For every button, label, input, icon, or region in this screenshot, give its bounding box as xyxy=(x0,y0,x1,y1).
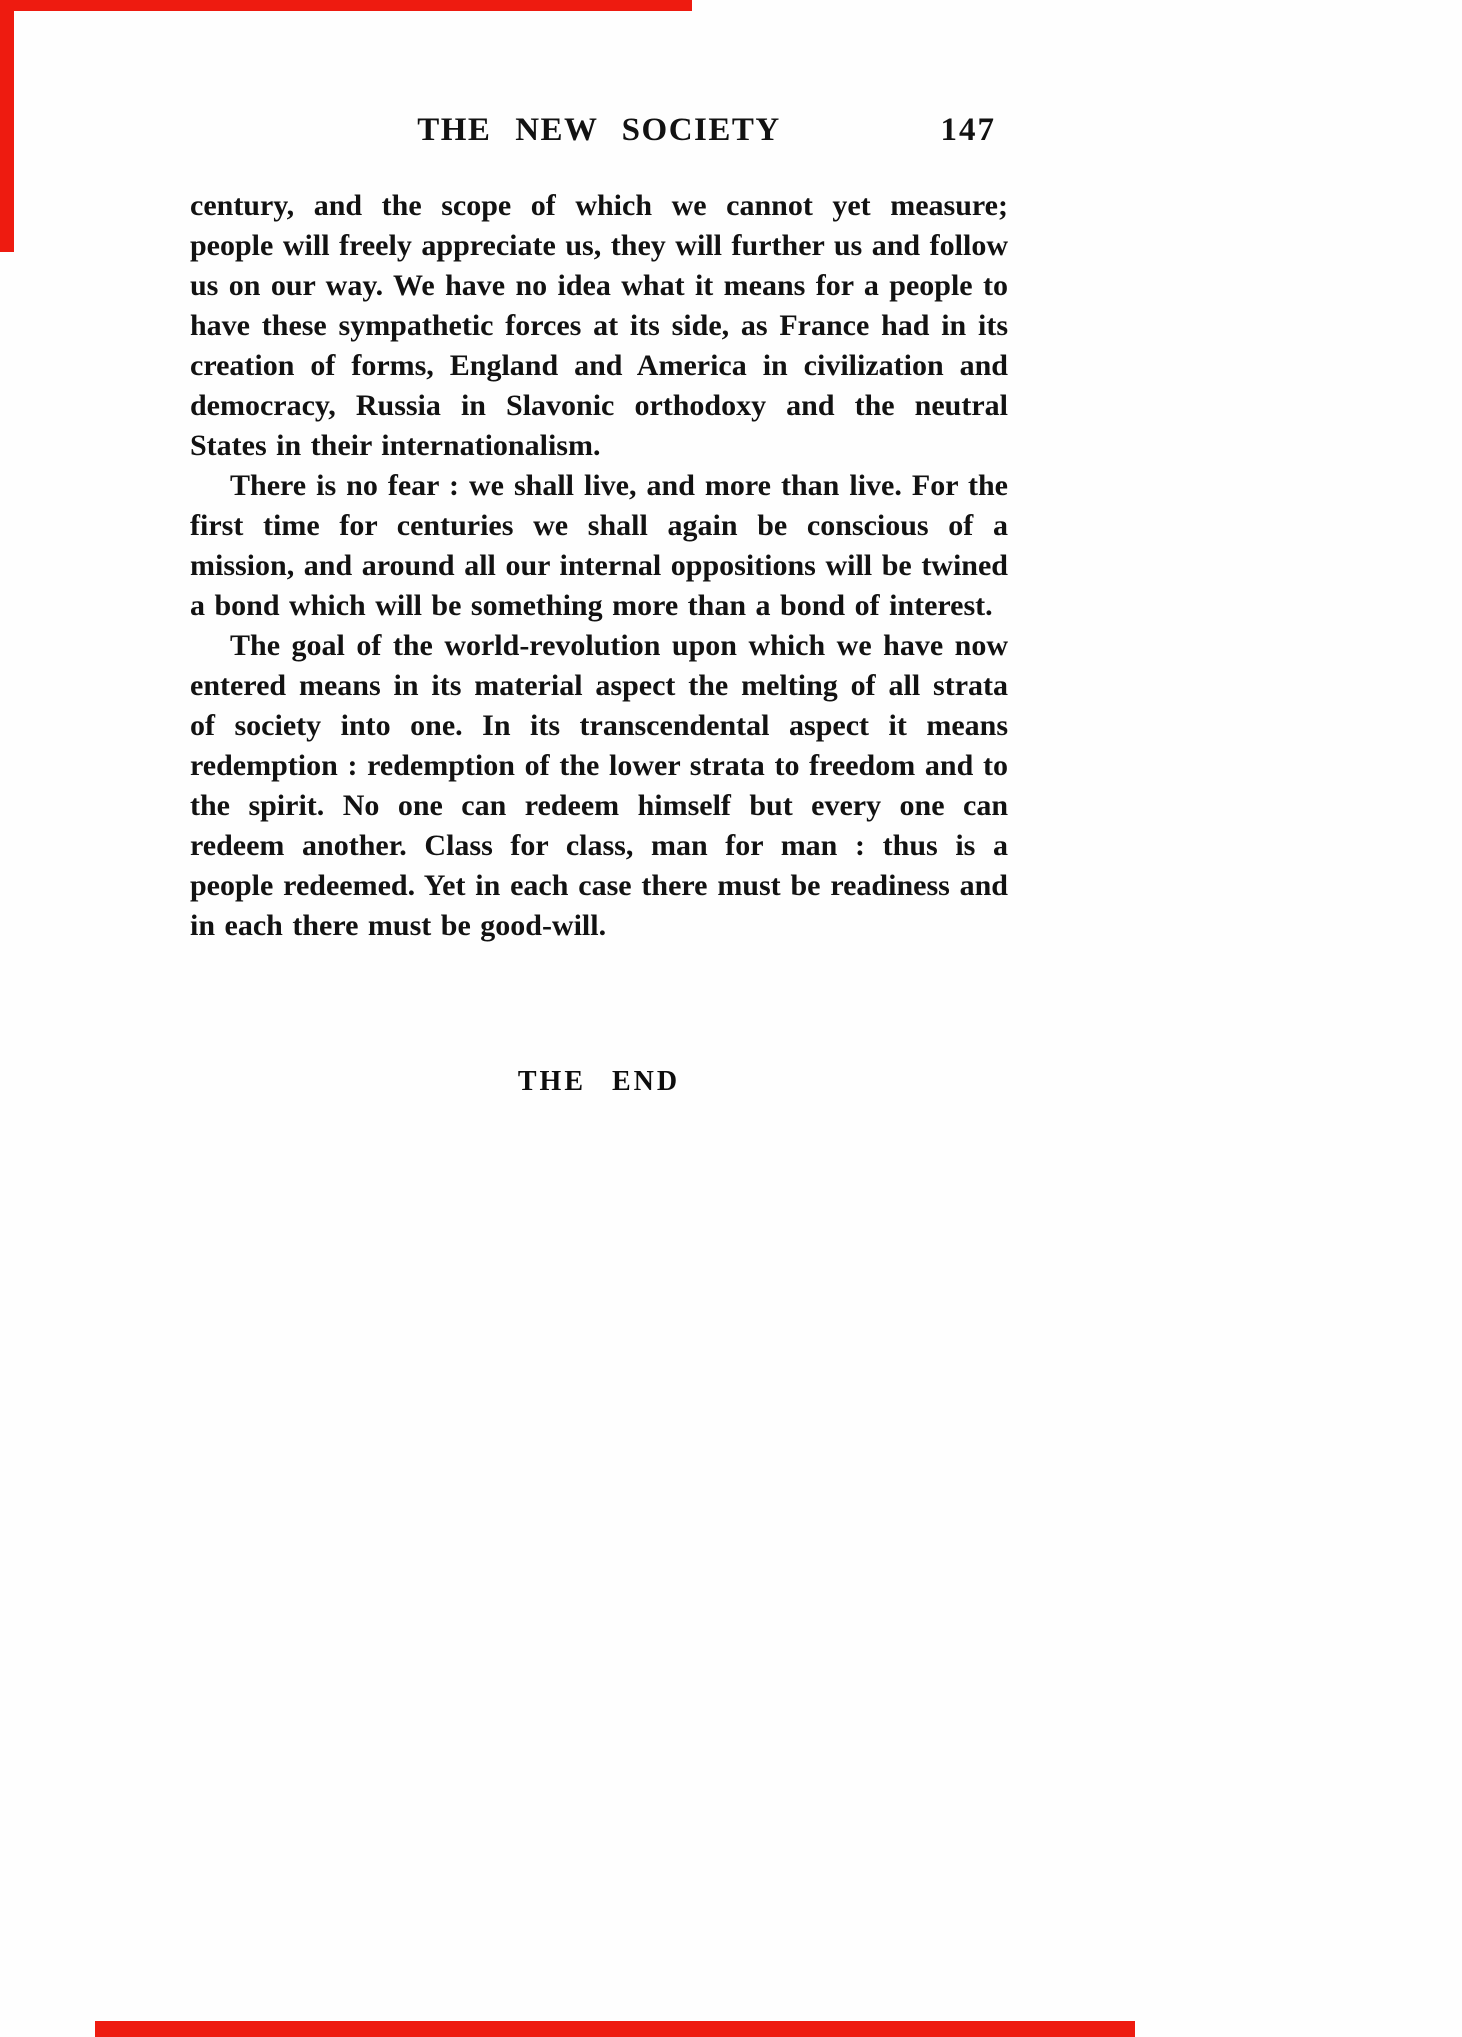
scan-artifact-bottom-edge xyxy=(95,2021,1135,2037)
body-paragraph: There is no fear : we shall live, and more than live. For the first time for centuries we shall again be conscious of a mission, and around all our internal oppositions will be twined a bond which will be something more than a bond of interest. xyxy=(190,469,1008,622)
scan-artifact-left-edge xyxy=(0,0,14,252)
page-header xyxy=(190,112,1008,158)
body-paragraph: century, and the scope of which we cannot yet measure; people will freely appreciate us, they will further us and follow us on our way. We have no idea what it means for a people to have these sympathetic forces at its side, as France had in its creation of forms, England and America in civilization and democracy, Russia in Slavonic orthodoxy and the neutral States in their internationalism. xyxy=(190,189,1008,462)
running-title: THE NEW SOCIETY xyxy=(417,112,781,148)
end-mark: THE END xyxy=(517,1066,681,1097)
body-text xyxy=(190,186,1008,946)
text-block xyxy=(190,112,1008,1098)
body-paragraph: The goal of the world-revolution upon which we have now entered means in its material aspect the melting of all strata of society into one. In its transcendental aspect it means redemption : redemption of the lower strata to freedom and to the spirit. No one can redeem himself but every one can redeem another. Class for class, man for man : thus is a people redeemed. Yet in each case there must be readiness and in each there must be good-will. xyxy=(190,629,1008,942)
scan-artifact-top-edge xyxy=(0,0,692,11)
page-number: 147 xyxy=(940,112,996,148)
